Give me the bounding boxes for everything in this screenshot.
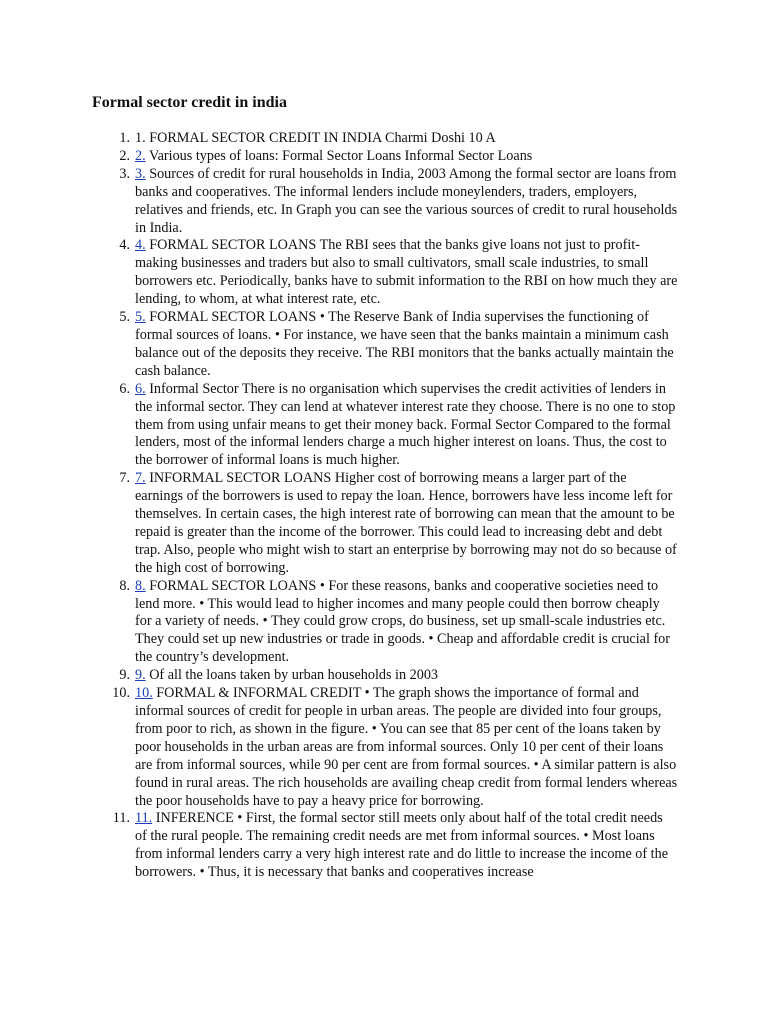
list-item <box>108 130 678 148</box>
list-item <box>108 810 678 882</box>
item-number: 7. <box>119 470 130 487</box>
item-number: 1. <box>119 130 130 146</box>
item-number: 5. <box>119 309 130 326</box>
item-text: Informal Sector There is no organisation which supervises the credit activities of lenders in the informal sector. They can lend at whatever interest rate they choose. There is no one to stop them from using unfair means to get their money back. Formal Sector Compared to the formal lenders, most of the informal lenders charge a much higher interest on loans. Thus, the cost to the borrower of informal loans is much higher. <box>135 380 676 469</box>
item-text: FORMAL SECTOR LOANS The RBI sees that the banks give loans not just to profit-making businesses and traders but also to small cultivators, small scale industries, to small borrowers etc. Periodically, banks have to submit information to the RBI on how much they are lending, to whom, at what interest rate, etc. <box>135 237 678 308</box>
item-text: Sources of credit for rural households in India, 2003 Among the formal sector are loans from banks and cooperatives. The informal lenders include moneylenders, traders, employers, relatives and friends, etc. In Graph you can see the various sources of credit to rural households in India. <box>135 165 678 236</box>
item-number: 2. <box>119 147 130 164</box>
list-item <box>108 578 678 668</box>
slide-link[interactable]: 2. <box>135 147 146 164</box>
item-number: 6. <box>119 380 130 397</box>
slide-link[interactable]: 9. <box>135 667 146 684</box>
list-item <box>108 148 678 166</box>
item-text: FORMAL SECTOR LOANS • The Reserve Bank of India supervises the functioning of formal sources of loans. • For instance, we have seen that the banks maintain a minimum cash balance out of the deposits they receive. The RBI monitors that the banks actually maintain the cash balance. <box>135 309 674 379</box>
slide-link[interactable]: 4. <box>135 237 146 254</box>
slide-link[interactable]: 11. <box>135 810 153 827</box>
item-number: 3. <box>119 165 130 182</box>
list-item <box>108 166 678 238</box>
slide-link[interactable]: 8. <box>135 577 146 594</box>
item-number: 9. <box>119 667 130 684</box>
document-title: Formal sector credit in india <box>92 94 287 111</box>
list-item <box>108 685 678 810</box>
item-text: INFORMAL SECTOR LOANS Higher cost of borrowing means a larger part of the earnings of the borrowers is used to repay the loan. Hence, borrowers have less income left for themselves. In certain cases, the high interest rate of borrowing can mean that the amount to be repaid is greater than the income of the borrower. This could lead to increasing debt and debt trap. Also, people who might wish to start an enterprise by borrowing may not do so because of the high cost of borrowing. <box>135 470 677 576</box>
list-item <box>108 237 678 309</box>
slide-link[interactable]: 5. <box>135 309 146 326</box>
slide-link[interactable]: 6. <box>135 380 146 397</box>
item-number: 8. <box>119 577 130 594</box>
item-text: 1. FORMAL SECTOR CREDIT IN INDIA Charmi Doshi 10 A <box>135 130 496 146</box>
list-item <box>108 667 678 685</box>
item-text: Various types of loans: Formal Sector Loans Informal Sector Loans <box>148 147 533 164</box>
item-text: Of all the loans taken by urban households in 2003 <box>149 667 439 684</box>
item-text: INFERENCE • First, the formal sector still meets only about half of the total credit needs of the rural people. The remaining credit needs are met from informal sources. • Most loans from informal lenders carry a very high interest rate and do little to increase the income of the borrowers. • Thus, it is necessary that banks and cooperatives increase <box>135 810 669 881</box>
slide-link[interactable]: 10. <box>135 685 153 702</box>
item-text: FORMAL SECTOR LOANS • For these reasons, banks and cooperative societies need to lend more. • This would lead to higher incomes and many people could then borrow cheaply for a variety of needs. • They could grow crops, do business, set up small-scale industries etc. They could set up new industries or trade in goods. • Cheap and affordable credit is crucial for the country’s development. <box>135 577 670 666</box>
list-item <box>108 470 678 577</box>
slide-list <box>108 130 678 882</box>
list-item <box>108 309 678 381</box>
item-number: 10. <box>112 685 130 702</box>
item-text: FORMAL & INFORMAL CREDIT • The graph shows the importance of formal and informal sources of credit for people in urban areas. The people are divided into four groups, from poor to rich, as shown in the figure. • You can see that 85 per cent of the loans taken by poor households in the urban areas are from informal sources. Only 10 per cent of their loans are from informal sources, while 90 per cent are from formal sources. • A similar pattern is also found in rural areas. The rich households are availing cheap credit from formal lenders whereas the poor households have to pay a heavy price for borrowing. <box>135 685 678 809</box>
slide-link[interactable]: 3. <box>135 165 146 182</box>
slide-link[interactable]: 7. <box>135 470 146 487</box>
item-number: 11. <box>112 810 130 827</box>
item-number: 4. <box>119 237 130 254</box>
list-item <box>108 381 678 471</box>
